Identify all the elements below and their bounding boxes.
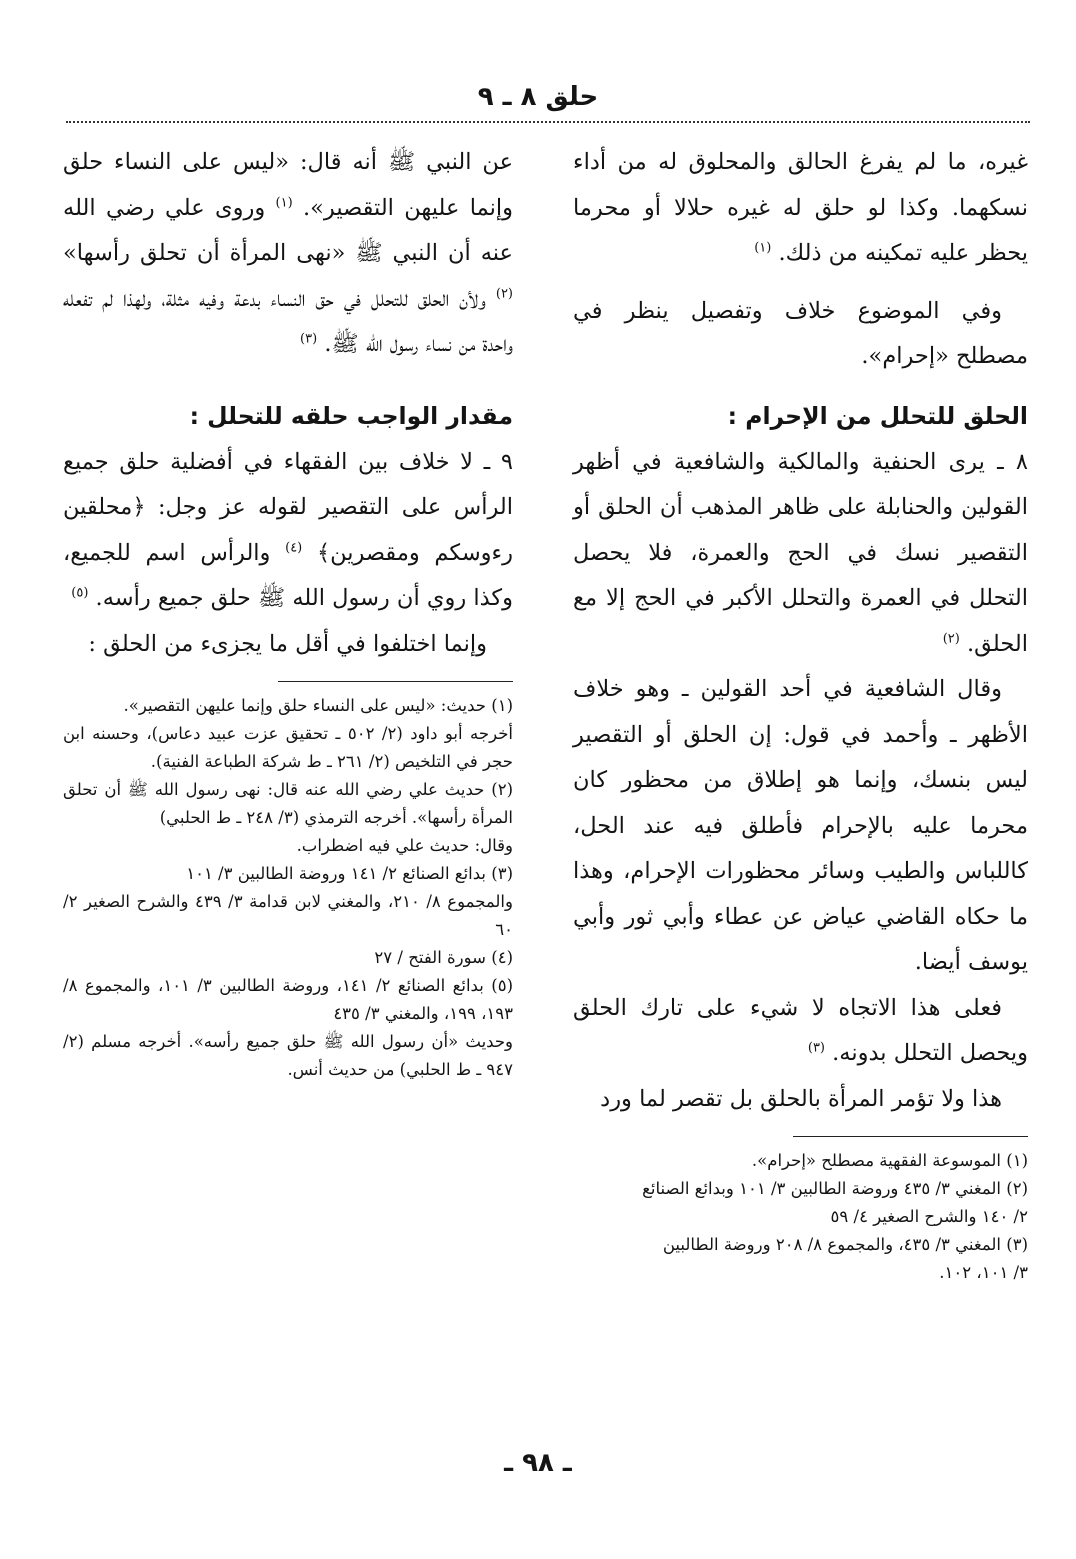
footnote-ref: (١) — [275, 195, 293, 210]
paragraph: وقال الشافعية في أحد القولين ـ وهو خلاف الأظهر ـ وأحمد في قول: إن الحلق أو التقصير ليس بنسك، وإنما هو إطلاق من محظور كان محرما عليه بالإحرام فأطلق فيه عند الحل، كاللباس والطيب وسائر محظورات الإحرام، وهذا ما حكاه القاضي عياض عن عطاء وأبي ثور وأبي يوسف أيضا. — [573, 676, 1028, 975]
footnote: وحديث «أن رسول الله ﷺ حلق جميع رأسه». أخرجه مسلم (٢/ ٩٤٧ ـ ط الحلبي) من حديث أنس. — [63, 1032, 513, 1079]
footnote: ٣/ ١٠١، ١٠٢. — [939, 1263, 1028, 1282]
footnote-ref: (١) — [754, 240, 772, 256]
section-heading: الحلق للتحلل من الإحرام : — [727, 401, 1028, 430]
spacer — [573, 277, 1028, 289]
footnotes — [63, 692, 513, 1084]
paragraph: عن النبي ﷺ أنه قال: «ليس على النساء حلق وإنما عليهن التقصير». $^{(١)}$ وروى علي رضي الله عنه أن النبي ﷺ «نهى المرأة أن تحلق رأسها» $^{(٢)}$ ولأن الحلق للتحلل في حق النساء بدعة وفيه مثلة، ولهذا لم تفعله واحدة من نساء رسول الله ﷺ. $^{(٣)}$ — [63, 149, 514, 357]
footnote: (٥) بدائع الصنائع ٢/ ١٤١، وروضة الطالبين ٣/ ١٠١، والمجموع ٨/ ١٩٣، ١٩٩، والمغني ٣/ ٤٣٥ — [63, 976, 513, 1023]
footnote: وقال: حديث علي فيه اضطراب. — [296, 836, 513, 855]
header-dotted-rule — [66, 121, 1030, 123]
paragraph: ٨ ـ يرى الحنفية والمالكية والشافعية في أظهر القولين والحنابلة على ظاهر المذهب أن الحلق أو التقصير نسك في الحج والعمرة، فلا يحصل التحلل في العمرة والتحلل الأكبر في الحج إلا مع الحلق. $^{(٢)}$ — [573, 448, 1028, 657]
spacer — [573, 380, 1028, 392]
paragraph: غيره، ما لم يفرغ الحالق والمحلوق له من أداء نسكهما. وكذا لو حلق له غيره حلالا أو محرما يحظر عليه تمكينه من ذلك. $^{(١)}$ — [573, 149, 1028, 266]
footnote: ٢/ ١٤٠ والشرح الصغير ٤/ ٥٩ — [830, 1207, 1028, 1226]
footnote: (٣) بدائع الصنائع ٢/ ١٤١ وروضة الطالبين ٣/ ١٠١ — [186, 864, 513, 883]
footnote-ref: (٣) — [807, 1040, 825, 1056]
footnote-ref: (٢) — [495, 286, 513, 301]
right-column — [573, 140, 1028, 1287]
spacer — [63, 368, 513, 380]
footnote: (٤) سورة الفتح / ٢٧ — [374, 948, 513, 967]
footnote-ref: (٤) — [285, 540, 303, 555]
footnote-ref: (٣) — [300, 331, 318, 347]
footnote-rule — [793, 1136, 1028, 1137]
footnote-ref: (٢) — [942, 631, 960, 646]
footnote-rule — [278, 681, 513, 682]
spacer — [63, 380, 513, 392]
footnote-ref: (٥) — [71, 585, 89, 601]
footnote: (١) حديث: «ليس على النساء حلق وإنما عليهن التقصير». — [123, 696, 513, 715]
footnote: أخرجه أبو داود (٢/ ٥٠٢ ـ تحقيق عزت عبيد دعاس)، وحسنه ابن حجر في التلخيص (٢/ ٢٦١ ـ ط شركة الطباعة الفنية). — [63, 724, 513, 771]
paragraph: فعلى هذا الاتجاه لا شيء على تارك الحلق ويحصل التحلل بدونه. $^{(٣)}$ — [573, 994, 1028, 1066]
left-column — [63, 140, 513, 1084]
running-title: حلق ٨ ـ ٩ — [477, 82, 599, 112]
footnote: (١) الموسوعة الفقهية مصطلح «إحرام». — [751, 1151, 1028, 1170]
footnote: (٢) حديث علي رضي الله عنه قال: نهى رسول الله ﷺ أن تحلق المرأة رأسها». أخرجه الترمذي (٣/ ٢٤٨ ـ ط الحلبي) — [63, 780, 513, 827]
footnote: (٣) المغني ٣/ ٤٣٥، والمجموع ٨/ ٢٠٨ وروضة الطالبين — [662, 1235, 1028, 1254]
footnote: (٢) المغني ٣/ ٤٣٥ وروضة الطالبين ٣/ ١٠١ وبدائع الصنائع — [642, 1179, 1028, 1198]
paragraph: ٩ ـ لا خلاف بين الفقهاء في أفضلية حلق جميع الرأس على التقصير لقوله عز وجل: ﴿محلقين رءوسكم ومقصرين﴾ $^{(٤)}$ والرأس اسم للجميع، وكذا روي أن رسول الله ﷺ حلق جميع رأسه. $^{(٥)}$ — [63, 448, 513, 611]
section-heading: مقدار الواجب حلقه للتحلل : — [189, 401, 513, 430]
footnotes — [573, 1147, 1028, 1287]
paragraph: وإنما اختلفوا في أقل ما يجزىء من الحلق : — [88, 630, 487, 657]
footnote: والمجموع ٨/ ٢١٠، والمغني لابن قدامة ٣/ ٤٣٩ والشرح الصغير ٢/ ٦٠ — [63, 892, 513, 939]
paragraph: وفي الموضوع خلاف وتفصيل ينظر في مصطلح «إحرام». — [573, 297, 1028, 369]
paragraph: هذا ولا تؤمر المرأة بالحلق بل تقصر لما ورد — [600, 1085, 1002, 1112]
page-number: ـ ٩٨ ـ — [504, 1448, 572, 1478]
